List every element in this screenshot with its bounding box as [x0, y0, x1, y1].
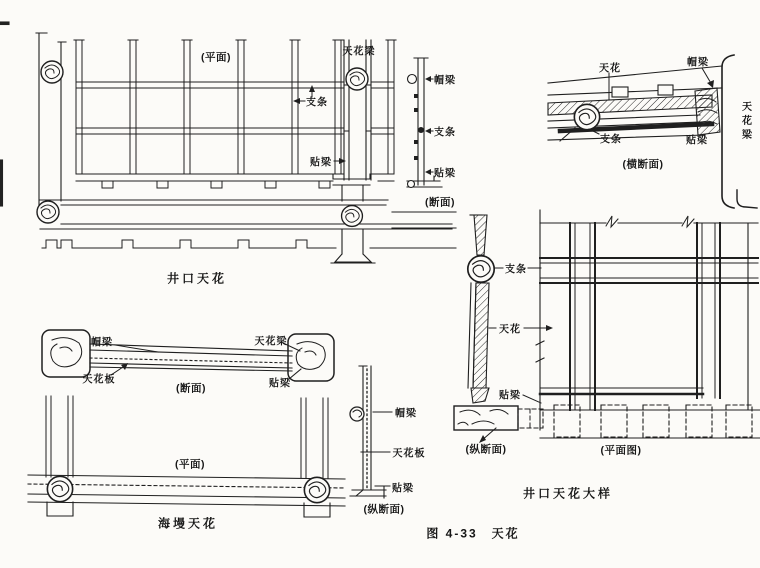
daxiang-tieliang-label: 贴梁 [499, 390, 521, 402]
figure-caption: 图 4-33 天花 [426, 526, 520, 541]
daxiang-section-view-label: (纵断面) [465, 443, 507, 456]
jingkou-sec-zhitiao-label: 支条 [434, 127, 456, 139]
haiman-tianhuaban-label: 天花板 [82, 374, 116, 386]
daxiang-plan-view-label: (平面图) [600, 444, 642, 457]
daxiang-tianhua-label: 天花 [499, 324, 521, 336]
jingkou-tieliang-label: 贴梁 [310, 157, 332, 169]
jingkou-tianhualiang-label: 天花梁 [342, 46, 376, 58]
daxiang-zhitiao-label: 支条 [505, 264, 527, 276]
haiman-tieliang-label: 贴梁 [269, 378, 291, 390]
jingkou-zhitiao-label: 支条 [306, 97, 328, 109]
jingkou-sec-tieliang-label: 贴梁 [434, 168, 456, 180]
daxiang-title: 井口天花大样 [522, 486, 614, 501]
haiman-ls-tieliang-label: 贴梁 [392, 483, 414, 495]
jingkou-sec-maoliang-label: 帽梁 [434, 75, 456, 87]
jingkou-plan-view-label: (平面) [201, 51, 231, 64]
scan-edge-artifacts [0, 22, 9, 206]
haiman-title: 海墁天花 [157, 516, 219, 531]
haiman-long-section-drawing [350, 366, 392, 498]
hengduan-zhitiao-label: 支条 [600, 134, 622, 146]
jingkou-plan-drawing [36, 33, 456, 263]
jingkou-title: 井口天花 [166, 271, 228, 286]
haiman-ls-tianhuaban-label: 天花板 [392, 448, 426, 460]
haiman-section-view-label: (断面) [176, 382, 206, 395]
haiman-long-section-label: (纵断面) [363, 503, 405, 516]
haiman-ls-maoliang-label: 帽梁 [395, 408, 417, 420]
haiman-plan-view-label: (平面) [175, 458, 205, 471]
hengduan-tianhualiang-label: 天花梁 [739, 101, 751, 143]
haiman-maoliang-label: 帽梁 [91, 337, 113, 349]
haiman-tianhualiang-label: 天花梁 [254, 336, 288, 348]
hengduan-tieliang-label: 贴梁 [686, 135, 708, 147]
hengduan-maoliang-label: 帽梁 [687, 57, 709, 69]
hengduan-view-label: (横断面) [622, 158, 664, 171]
jingkou-section-view-label: (断面) [425, 196, 455, 209]
hengduan-tianhua-label: 天花 [599, 63, 621, 75]
daxiang-plan-drawing [536, 190, 760, 438]
